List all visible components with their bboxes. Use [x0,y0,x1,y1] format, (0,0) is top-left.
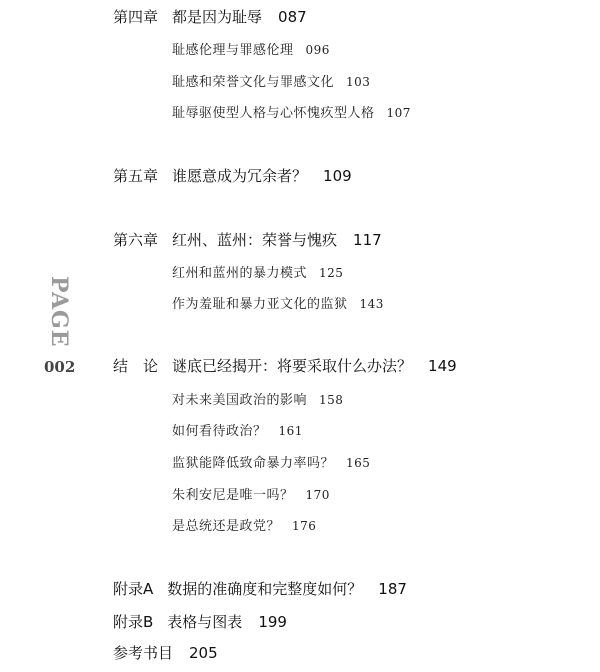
toc-page-number: 149 [428,357,457,375]
toc-section-entry[interactable] [172,515,316,534]
toc-chapter-entry[interactable] [113,642,218,663]
toc-chapter-entry[interactable] [113,578,407,599]
toc-entry-title: 谁愿意成为冗余者？ [172,167,308,185]
toc-page-number: 096 [305,43,330,57]
toc-page-number: 176 [292,519,317,533]
toc-chapter-label: 附录B [113,613,154,631]
toc-entry-title: 对未来美国政治的影响 [172,393,308,408]
toc-section-entry[interactable] [172,293,384,312]
toc-section-entry[interactable] [172,102,411,121]
toc-entry-title: 耻感伦理与罪感伦理 [172,43,294,58]
toc-entry-title: 红州、蓝州：荣誉与愧疚 [172,231,338,249]
toc-page-number: 205 [189,644,218,662]
toc-chapter-label: 第六章 [113,231,159,249]
toc-page-number: 117 [353,231,382,249]
toc-page-number: 103 [346,75,371,89]
toc-section-entry[interactable] [172,71,370,90]
toc-entry-title: 谜底已经揭开：将要采取什么办法？ [172,357,413,375]
toc-entry-title: 朱利安尼是唯一吗？ [172,488,294,503]
toc-chapter-label: 第四章 [113,8,159,26]
toc-section-entry[interactable] [172,484,330,503]
toc-page-number: 143 [359,297,384,311]
toc-chapter-entry[interactable] [113,165,352,186]
toc-page-number: 187 [378,580,407,598]
toc-chapter-entry[interactable] [113,229,382,250]
toc-entry-title: 都是因为耻辱 [172,8,263,26]
toc-page-number: 087 [278,8,307,26]
toc-page-number: 165 [346,456,371,470]
toc-entry-title: 耻感和荣誉文化与罪感文化 [172,75,335,90]
toc-page-number: 158 [319,393,344,407]
toc-page-number: 161 [278,424,303,438]
toc-entry-title: 红州和蓝州的暴力模式 [172,266,308,281]
toc-section-entry[interactable] [172,420,303,439]
toc-entry-title: 监狱能降低致命暴力率吗？ [172,456,335,471]
toc-chapter-entry[interactable] [113,6,307,27]
toc-page-number: 107 [386,106,411,120]
side-page-word: PAGE [46,276,72,348]
toc-entry-title: 耻辱驱使型人格与心怀愧疚型人格 [172,106,375,121]
toc-section-entry[interactable] [172,452,370,471]
toc-chapter-entry[interactable] [113,355,457,376]
toc-section-entry[interactable] [172,262,343,281]
toc-chapter-label: 附录A [113,580,154,598]
toc-page-number: 170 [305,488,330,502]
toc-section-entry[interactable] [172,39,330,58]
toc-section-entry[interactable] [172,389,343,408]
toc-entry-title: 作为羞耻和暴力亚文化的监狱 [172,297,348,312]
toc-entry-title: 是总统还是政党？ [172,519,281,534]
side-page-number: 002 [44,357,76,376]
toc-page-number: 125 [319,266,344,280]
toc-chapter-entry[interactable] [113,611,287,632]
toc-entry-title: 数据的准确度和完整度如何？ [167,580,363,598]
toc-chapter-label: 结 论 [113,357,159,375]
toc-page-number: 109 [323,167,352,185]
toc-entry-title: 如何看待政治？ [172,424,267,439]
toc-chapter-label: 参考书目 [113,644,174,662]
toc-page-number: 199 [258,613,287,631]
toc-chapter-label: 第五章 [113,167,159,185]
toc-entry-title: 表格与图表 [167,613,243,631]
